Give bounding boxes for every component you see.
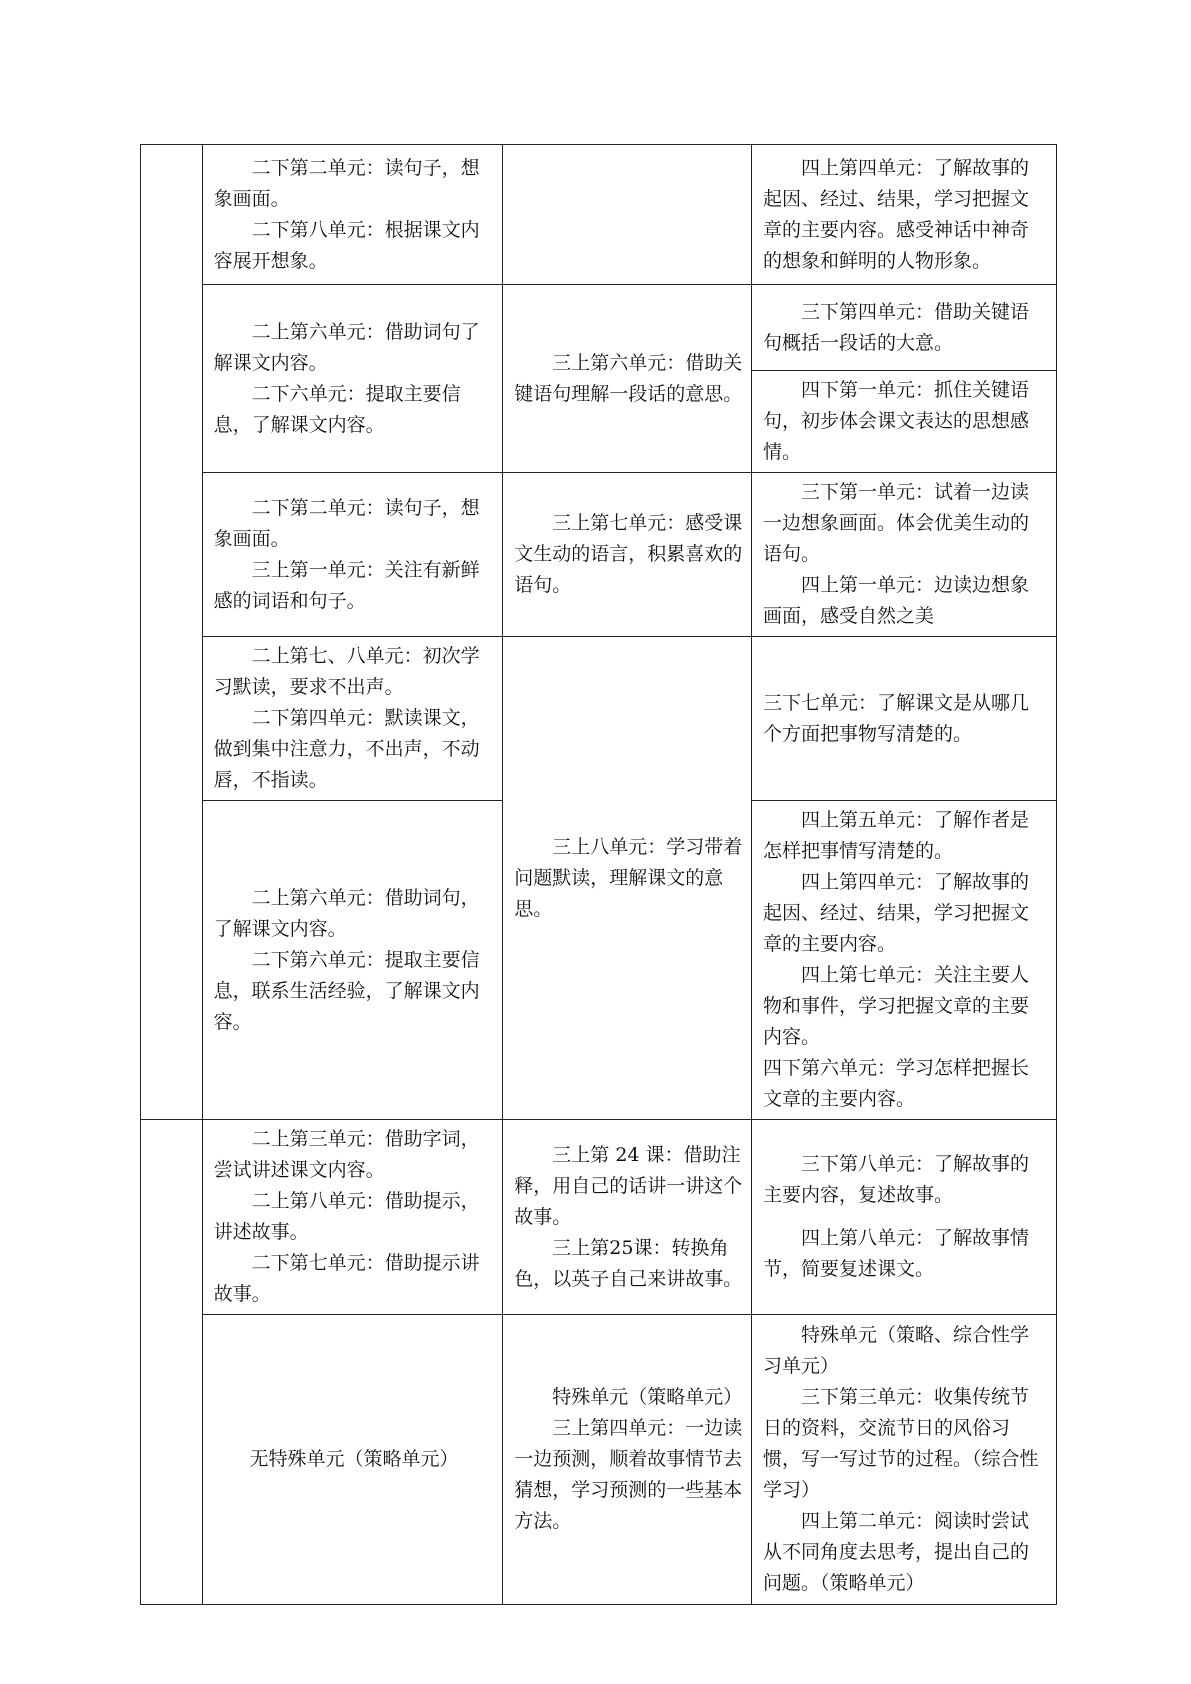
table-row	[141, 1315, 1057, 1605]
cell-grade2	[202, 473, 503, 637]
cell-text: 三下第八单元：了解故事的主要内容，复述故事。	[763, 1153, 1030, 1206]
cell-grade3	[503, 1120, 752, 1315]
group-label-cell	[141, 145, 203, 1120]
cell-text: 四上第四单元：了解故事的起因、经过、结果，学习把握文章的主要内容。	[763, 871, 1030, 955]
curriculum-comparison-table	[140, 144, 1057, 1605]
cell-grade4	[752, 473, 1057, 637]
cell-text: 四上第五单元：了解作者是怎样把事情写清楚的。	[763, 809, 1030, 862]
cell-grade2	[202, 801, 503, 1120]
cell-text: 三上第四单元：一边读一边预测，顺着故事情节去猜想，学习预测的一些基本方法。	[514, 1417, 743, 1532]
cell-grade2	[202, 1120, 503, 1315]
cell-text: 四下第一单元：抓住关键语句，初步体会课文表达的思想感情。	[763, 379, 1030, 463]
cell-text: 四上第一单元：边读边想象画面，感受自然之美	[763, 574, 1030, 627]
group-label-cell	[141, 1120, 203, 1605]
cell-text: 二下第四单元：默读课文，做到集中注意力，不出声，不动唇，不指读。	[213, 707, 480, 791]
cell-grade4	[752, 1120, 1057, 1315]
cell-text: 二下第七单元：借助提示讲故事。	[213, 1252, 480, 1305]
table-row	[141, 285, 1057, 371]
cell-text: 四下第六单元：学习怎样把握长文章的主要内容。	[763, 1057, 1030, 1110]
cell-text: 三上八单元：学习带着问题默读，理解课文的意思。	[514, 835, 743, 920]
cell-text: 四上第二单元：阅读时尝试从不同角度去思考，提出自己的问题。（策略单元）	[763, 1510, 1030, 1594]
cell-grade4	[752, 145, 1057, 285]
cell-text: 无特殊单元（策略单元）	[249, 1448, 459, 1470]
table-row	[141, 145, 1057, 285]
cell-grade4	[752, 801, 1057, 1120]
cell-text: 四上第八单元：了解故事情节，简要复述课文。	[763, 1227, 1030, 1280]
cell-grade2	[202, 285, 503, 473]
cell-text: 三下第一单元：试着一边读一边想象画面。体会优美生动的语句。	[763, 481, 1030, 565]
cell-grade3	[503, 285, 752, 473]
cell-text: 二上第七、八单元：初次学习默读，要求不出声。	[213, 645, 480, 698]
cell-text: 二上第八单元：借助提示，讲述故事。	[213, 1190, 480, 1243]
cell-grade3	[503, 473, 752, 637]
table-row	[141, 473, 1057, 637]
cell-grade2	[202, 145, 503, 285]
cell-text: 三上第25课：转换角色，以英子自己来讲故事。	[514, 1236, 743, 1290]
cell-grade3	[503, 1315, 752, 1605]
cell-text: 四上第七单元：关注主要人物和事件，学习把握文章的主要内容。	[763, 964, 1030, 1048]
cell-text: 三上第一单元：关注有新鲜感的词语和句子。	[213, 558, 480, 612]
cell-text: 三上第六单元：借助关键语句理解一段话的意思。	[514, 351, 743, 405]
cell-grade2	[202, 637, 503, 801]
table-row	[141, 1120, 1057, 1315]
cell-text: 四上第四单元：了解故事的起因、经过、结果，学习把握文章的主要内容。感受神话中神奇的想象和鲜明的人物形象。	[763, 156, 1030, 272]
cell-text: 三下第四单元：借助关键语句概括一段话的大意。	[763, 300, 1030, 354]
cell-text: 三下第三单元：收集传统节日的资料，交流节日的风俗习惯，写一写过节的过程。（综合性学习）	[763, 1386, 1039, 1501]
table-row	[141, 637, 1057, 801]
cell-text: 二上第六单元：借助词句了解课文内容。	[213, 320, 480, 374]
cell-text: 二上第三单元：借助字词，尝试讲述课文内容。	[213, 1128, 480, 1181]
cell-text: 三上第七单元：感受课文生动的语言，积累喜欢的语句。	[514, 512, 743, 596]
cell-text: 二下第二单元：读句子，想象画面。	[213, 156, 480, 210]
cell-text: 二下第六单元：提取主要信息，联系生活经验，了解课文内容。	[213, 948, 480, 1033]
cell-text: 特殊单元（策略单元）	[552, 1386, 743, 1408]
cell-grade4	[752, 637, 1057, 801]
cell-grade4	[752, 285, 1057, 371]
cell-text: 二下六单元：提取主要信息，了解课文内容。	[213, 382, 461, 436]
cell-grade3	[503, 145, 752, 285]
cell-grade2	[202, 1315, 503, 1605]
cell-text: 二下第八单元：根据课文内容展开想象。	[213, 218, 480, 272]
cell-grade4	[752, 1315, 1057, 1605]
cell-grade3	[503, 637, 752, 1120]
cell-text: 二下第二单元：读句子，想象画面。	[213, 496, 480, 550]
cell-text: 二上第六单元：借助词句，了解课文内容。	[213, 886, 480, 940]
cell-text: 特殊单元（策略、综合性学习单元）	[763, 1324, 1030, 1377]
cell-text: 三下七单元：了解课文是从哪几个方面把事物写清楚的。	[763, 691, 1030, 745]
cell-grade4	[752, 371, 1057, 473]
cell-text: 三上第 24 课：借助注释，用自己的话讲一讲这个故事。	[514, 1143, 743, 1228]
